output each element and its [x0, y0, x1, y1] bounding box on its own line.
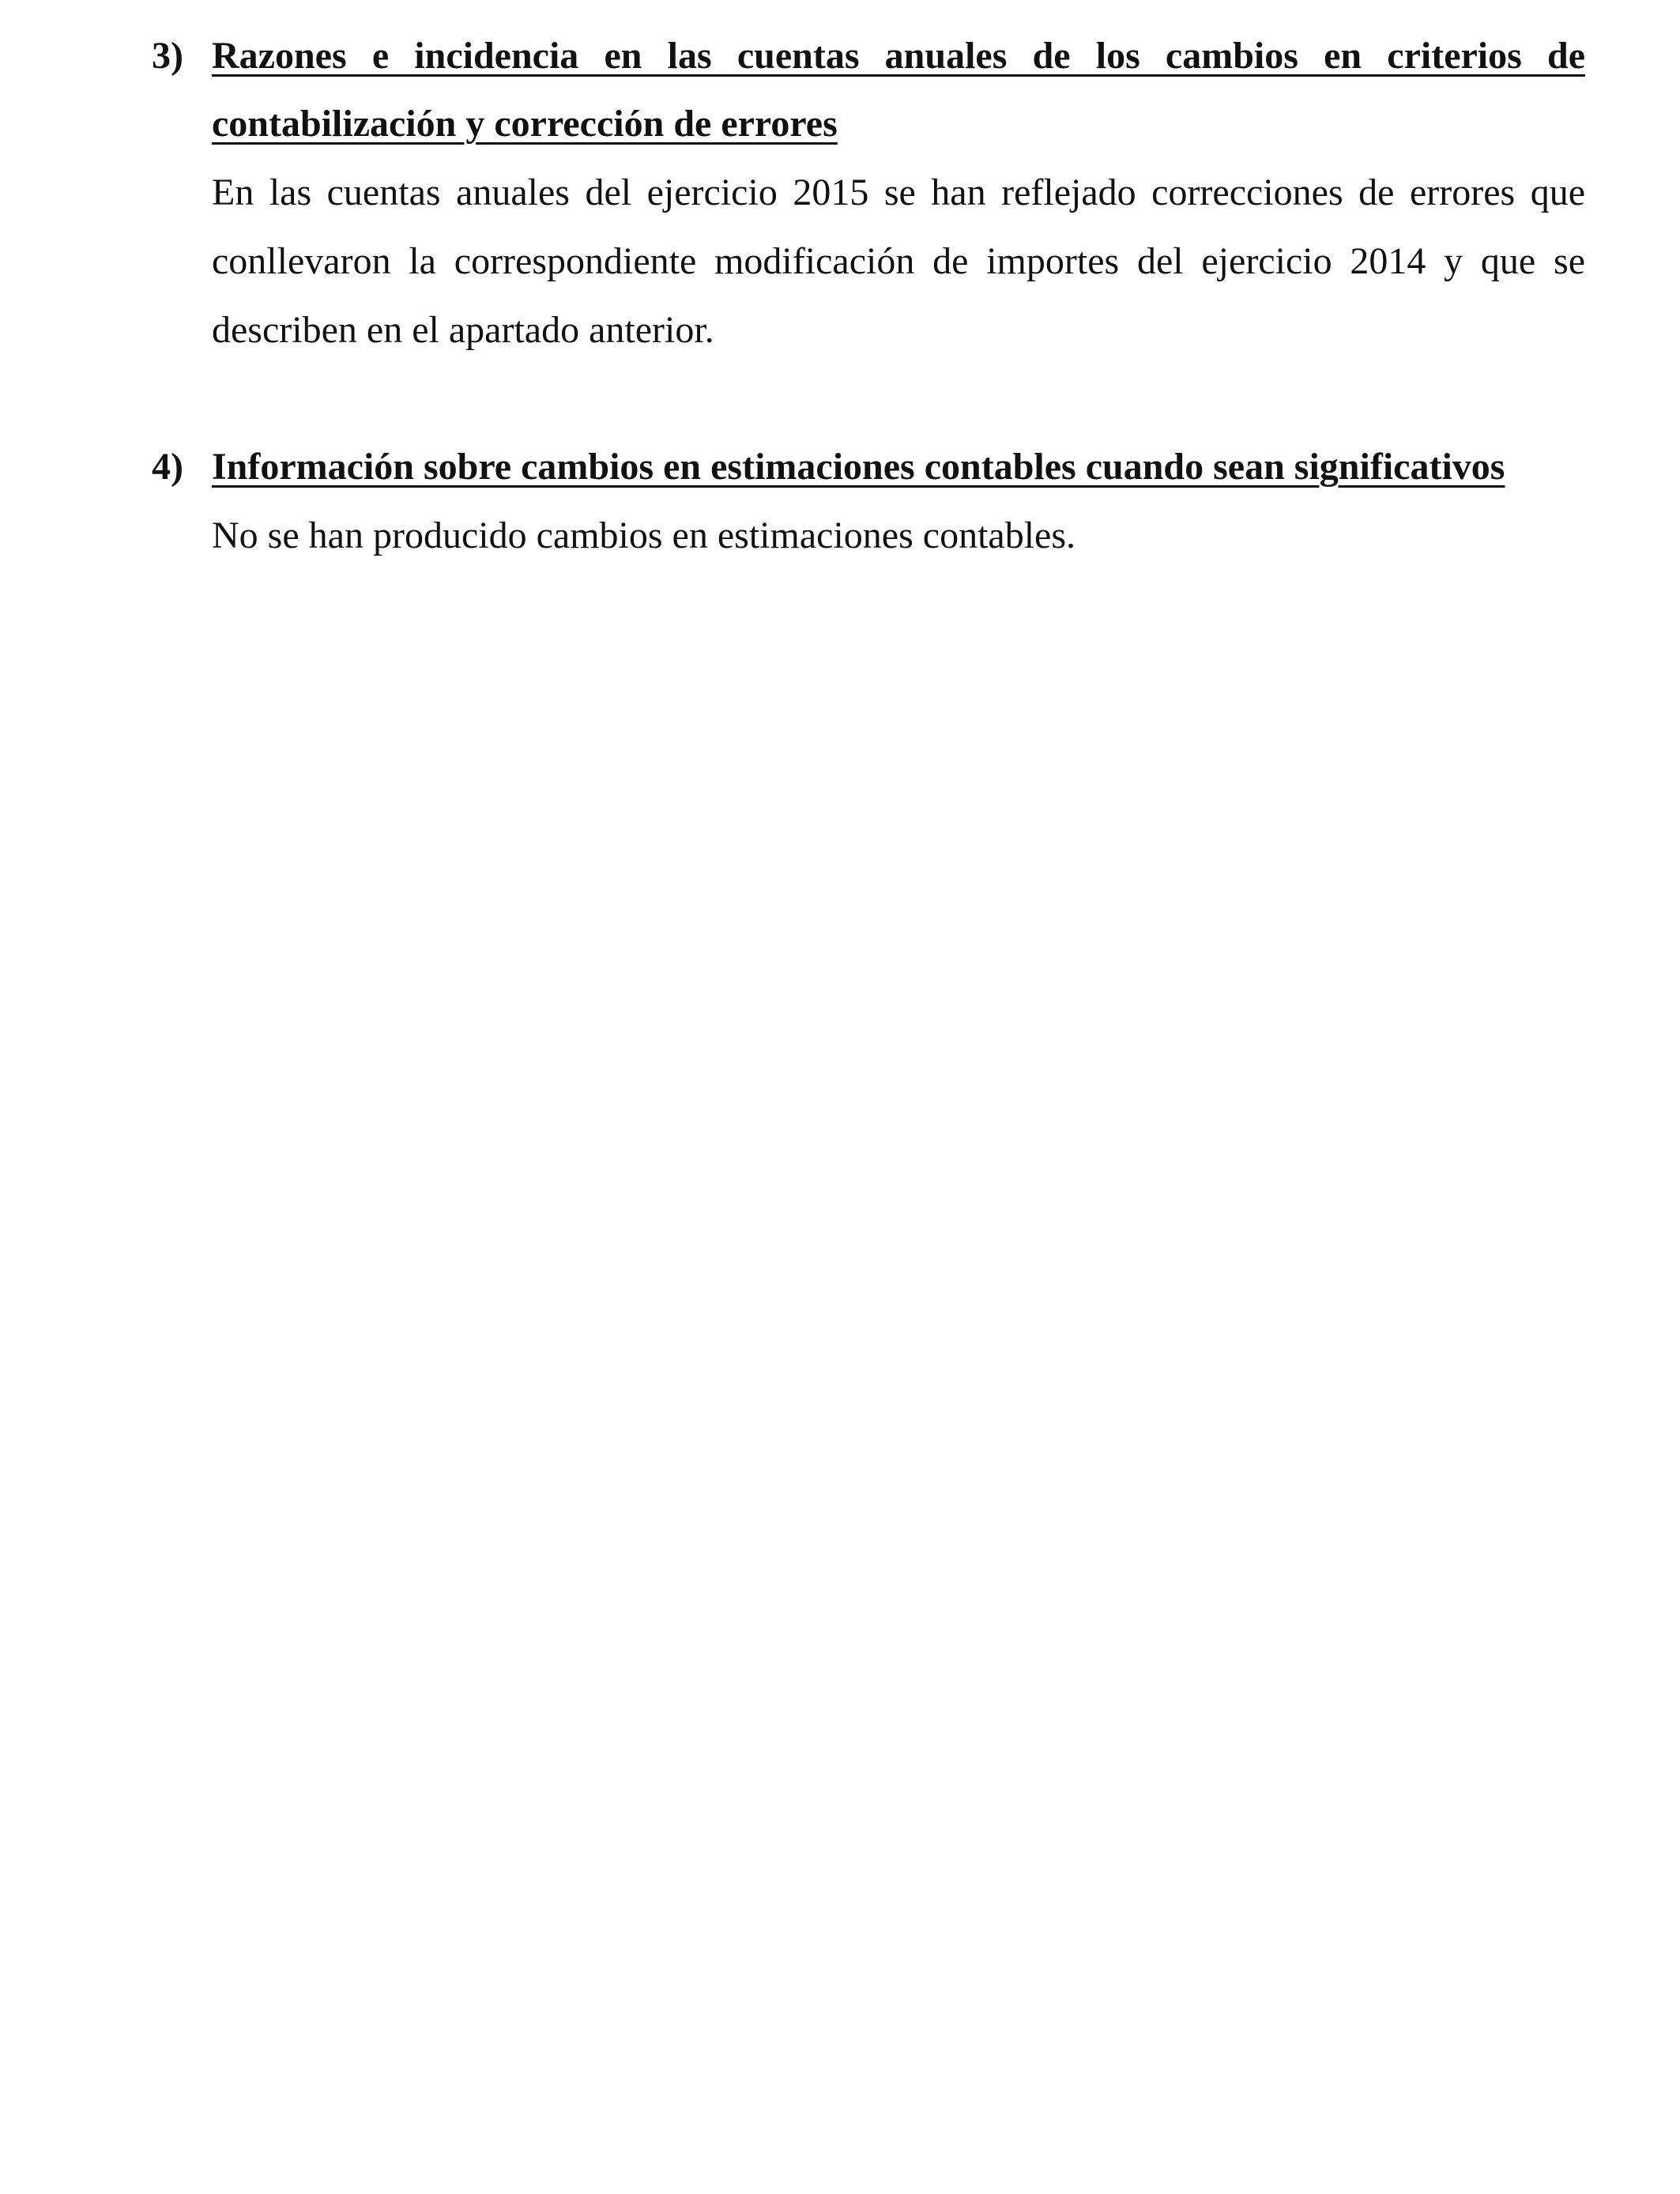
section-number: 4)	[152, 446, 183, 488]
section-body: No se han producido cambios en estimaciones contables.	[212, 515, 1076, 556]
section-number: 3)	[152, 35, 183, 77]
section-body: En las cuentas anuales del ejercicio 2015 se han reflejado correcciones de errores que conllevaron la correspondiente modificación de importes del ejercicio 2014 y que se describen en el apartado anterior.	[212, 172, 1585, 351]
section-heading: Razones e incidencia en las cuentas anuales de los cambios en criterios de contabilización y corrección de errores	[212, 35, 1585, 145]
section-heading: Información sobre cambios en estimaciones contables cuando sean significativos	[212, 446, 1505, 488]
